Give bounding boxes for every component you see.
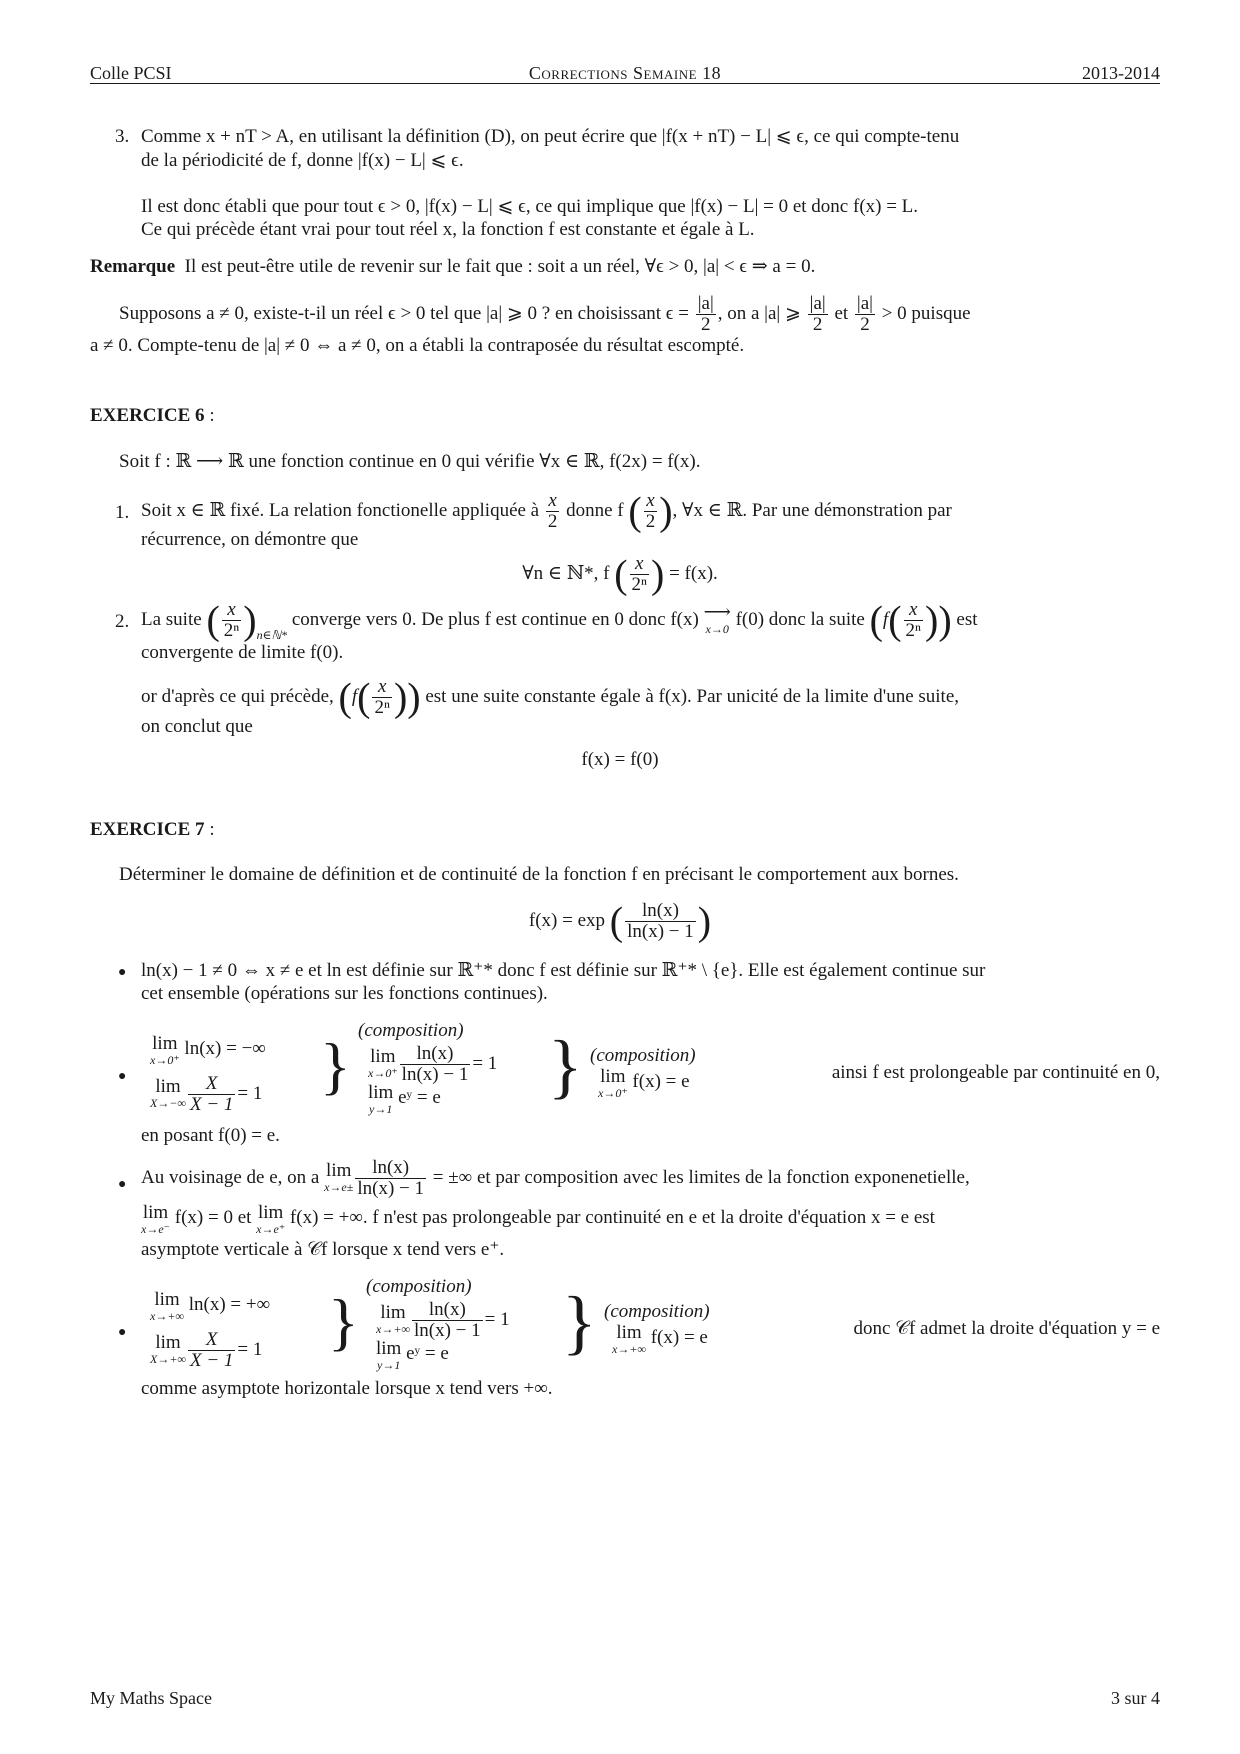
fraction: $\frac{x}{2}$ (645, 490, 656, 533)
ex6-intro: Soit f : ℝ ⟶ ℝ une fonction continue en 0 qui vérifie ∀x ∈ ℝ, f(2x) = f(x). (119, 451, 701, 472)
item3-line4: Ce qui précède étant vrai pour tout réel x, la fonction f est constante et égale à L. (141, 219, 755, 240)
text: f(x) = exp (528, 910, 606, 931)
fraction: $\frac{\ln(x)}{\ln(x) - 1}$ (627, 900, 694, 943)
ex7-b4-result: (composition) lim x→+∞ f(x) = e (604, 1301, 710, 1356)
text: Au voisinage de e, on a (141, 1167, 320, 1188)
text: = ±∞ et par composition avec les limites de la fonction exponenetielle, (432, 1167, 970, 1188)
footer-left: My Maths Space (90, 1688, 212, 1708)
fraction: $\frac{x}{\text{2ⁿ}}$ (905, 599, 921, 642)
ex7-b2-tail: ainsi f est prolongeable par continuité en 0, (831, 1062, 1160, 1083)
text: = f(x). (669, 563, 718, 584)
page-number: 3 sur 4 (1111, 1688, 1160, 1708)
text: converge vers 0. De plus f est continue en 0 donc f(x) (291, 609, 699, 630)
ex7-bullet3-line1: Au voisinage de e, on a lim x→e± $\frac{\ln(x)}{\ln(x) - 1}$ = ±∞ et par composition avec les limites de la fonction exponenetielle, (141, 1157, 970, 1200)
ex7-b4-after: comme asymptote horizontale lorsque x tend vers +∞. (141, 1378, 553, 1399)
arrow-limit: ⟶ x→0 (703, 601, 731, 636)
fraction: $\frac{|a|}{2}$ (809, 293, 826, 335)
bullet-icon: ● (118, 965, 127, 980)
ex7-bullet1-line2: cet ensemble (opérations sur les fonctions continues). (141, 983, 548, 1004)
ex6-equation1: ∀n ∈ ℕ*, f ( $\frac{x}{\text{2ⁿ}}$ ) = f(x). (522, 551, 718, 597)
ex7-b4-tail: donc 𝒞f admet la droite d'équation y = e (853, 1318, 1160, 1339)
ex6-heading (90, 403, 1160, 429)
fraction: $\frac{x}{\text{2ⁿ}}$ (374, 676, 390, 719)
ex6-item1-line2: récurrence, on démontre que (141, 529, 359, 550)
remark-p1-text: Supposons a ≠ 0, existe-t-il un réel ϵ > 0 tel que |a| ⩾ 0 ? en choisissant ϵ = (119, 302, 689, 324)
ex7-title: EXERCICE 7 (90, 819, 205, 840)
ex7-bullet3-line2: lim x→e⁻ f(x) = 0 et lim x→e⁺ f(x) = +∞. f n'est pas prolongeable par continuité en e et la droite d'équation x = e est (141, 1202, 935, 1236)
text: est (956, 609, 978, 630)
ex7-intro: Déterminer le domaine de définition et de continuité de la fonction f en précisant le comportement aux bornes. (119, 864, 959, 885)
item3-line1: Comme x + nT > A, en utilisant la définition (D), on peut écrire que |f(x + nT) − L| ⩽ ϵ, ce qui compte-tenu (141, 126, 960, 147)
ex6-conclusion-line2: on conclut que (141, 716, 253, 737)
remark-p1d: > 0 puisque (881, 302, 971, 324)
item-number: 2. (115, 611, 130, 632)
fraction: $\frac{x}{\text{2ⁿ}}$ (631, 553, 647, 596)
remark-label: Remarque (90, 256, 176, 277)
ex7-bullet3-line3: asymptote verticale à 𝒞f lorsque x tend vers e⁺. (141, 1239, 505, 1260)
ex6-conclusion-line1: or d'après ce qui précède, (f( $\frac{x}{\text{2ⁿ}}$ )) est une suite constante égale à f(x). Par unicité de la limite d'une suite, (141, 674, 960, 720)
text: , ∀x ∈ ℝ. Par une démonstration par (672, 500, 952, 521)
text: La suite (141, 609, 202, 630)
right-brace: } (548, 1026, 583, 1106)
text: Soit x ∈ ℝ fixé. La relation fonctionelle appliquée à (141, 500, 540, 521)
ex6-colon: : (209, 405, 215, 426)
fraction: $\frac{|a|}{2}$ (697, 293, 714, 335)
ex7-b2-result: (composition) lim x→0⁺ f(x) = e (590, 1045, 696, 1100)
ex7-b2-after: en posant f(0) = e. (141, 1125, 280, 1146)
ex7-b4-middle: (composition) lim x→+∞ $\frac{\ln(x)}{\ln(x) - 1}$ = 1 lim y→1 eʸ = e (366, 1276, 510, 1372)
header-left: Colle PCSI (90, 63, 172, 83)
ex7-colon: : (209, 819, 215, 840)
ex7-heading (90, 817, 1160, 843)
header-title: Corrections Semaine 18 (528, 63, 722, 83)
remark-p2: a ≠ 0. Compte-tenu de |a| ≠ 0 ⇔ a ≠ 0, on a établi la contraposée du résultat escompté. (90, 335, 745, 356)
bullet-icon: ● (118, 1177, 127, 1192)
fraction: $\frac{|a|}{2}$ (856, 293, 873, 335)
bullet-icon: ● (118, 1069, 127, 1084)
header-rule (90, 83, 1160, 84)
ex7-b2-left: lim x→0⁺ ln(x) = −∞ lim X→−∞ $\frac{X}{X - 1}$ = 1 (150, 1033, 266, 1115)
text: or d'après ce qui précède, (141, 686, 334, 707)
ex6-item1-line1: Soit x ∈ ℝ fixé. La relation fonctionelle appliquée à $\frac{x}{2}$ donne f ( $\frac{x}{2}$ ), ∀x ∈ ℝ. Par une démonstration par (141, 488, 952, 534)
text: ∀n ∈ ℕ*, f (522, 563, 610, 584)
remark-p1b: , on a |a| ⩾ (717, 302, 801, 324)
remark-text: Il est peut-être utile de revenir sur le fait que : soit a un réel, ∀ϵ > 0, |a| < ϵ ⇒ a = 0. (184, 256, 816, 277)
text: est une suite constante égale à f(x). Par unicité de la limite d'une suite, (425, 686, 960, 707)
fraction: $\frac{x}{\text{2ⁿ}}$ (223, 599, 240, 642)
text: donne f (566, 500, 624, 521)
item3-line2: de la périodicité de f, donne |f(x) − L| ⩽ ϵ. (141, 150, 464, 171)
header-right: 2013-2014 (1082, 63, 1160, 83)
right-brace: } (320, 1030, 351, 1101)
bullet-icon: ● (118, 1325, 127, 1340)
item3-line3: Il est donc établi que pour tout ϵ > 0, |f(x) − L| ⩽ ϵ, ce qui implique que |f(x) − L| = 0 et donc f(x) = L. (141, 196, 919, 217)
right-brace: } (328, 1286, 359, 1357)
ex7-definition: f(x) = exp ( $\frac{\ln(x)}{\ln(x) - 1}$ ) (528, 898, 712, 944)
ex6-item2-line2: convergente de limite f(0). (141, 642, 344, 663)
item-number: 3. (115, 126, 130, 147)
ex7-bullet1-line1: ln(x) − 1 ≠ 0 ⇔ x ≠ e et ln est définie sur ℝ⁺* donc f est définie sur ℝ⁺* \ {e}. Elle est également continue sur (141, 960, 986, 981)
ex6-title: EXERCICE 6 (90, 405, 205, 426)
remark-p1 (119, 294, 1160, 334)
item-number: 1. (115, 502, 130, 523)
text: f(0) donc la suite (735, 609, 865, 630)
page-header (90, 56, 1160, 86)
ex6-item2-line1: La suite ( $\frac{x}{\text{2ⁿ}}$ )$_{n\in ℕ*}$ converge vers 0. De plus f est continue en 0 donc f(x) ⟶ x→0 f(0) donc la suite (f( $\frac{x}{\text{2ⁿ}}$ )) est (141, 597, 978, 643)
subscript: n∈ℕ* (256, 628, 288, 642)
remark-p1c: et (834, 302, 849, 324)
ex7-b4-left: lim x→+∞ ln(x) = +∞ lim X→+∞ $\frac{X}{X - 1}$ = 1 (150, 1289, 271, 1371)
ex7-b2-middle: (composition) lim x→0⁺ $\frac{\ln(x)}{\ln(x) - 1}$ = 1 lim y→1 eʸ = e (358, 1020, 498, 1116)
fraction: $\frac{x}{2}$ (547, 490, 558, 533)
ex6-equation2: f(x) = f(0) (581, 749, 659, 770)
remark (90, 254, 1160, 280)
right-brace: } (562, 1282, 597, 1362)
